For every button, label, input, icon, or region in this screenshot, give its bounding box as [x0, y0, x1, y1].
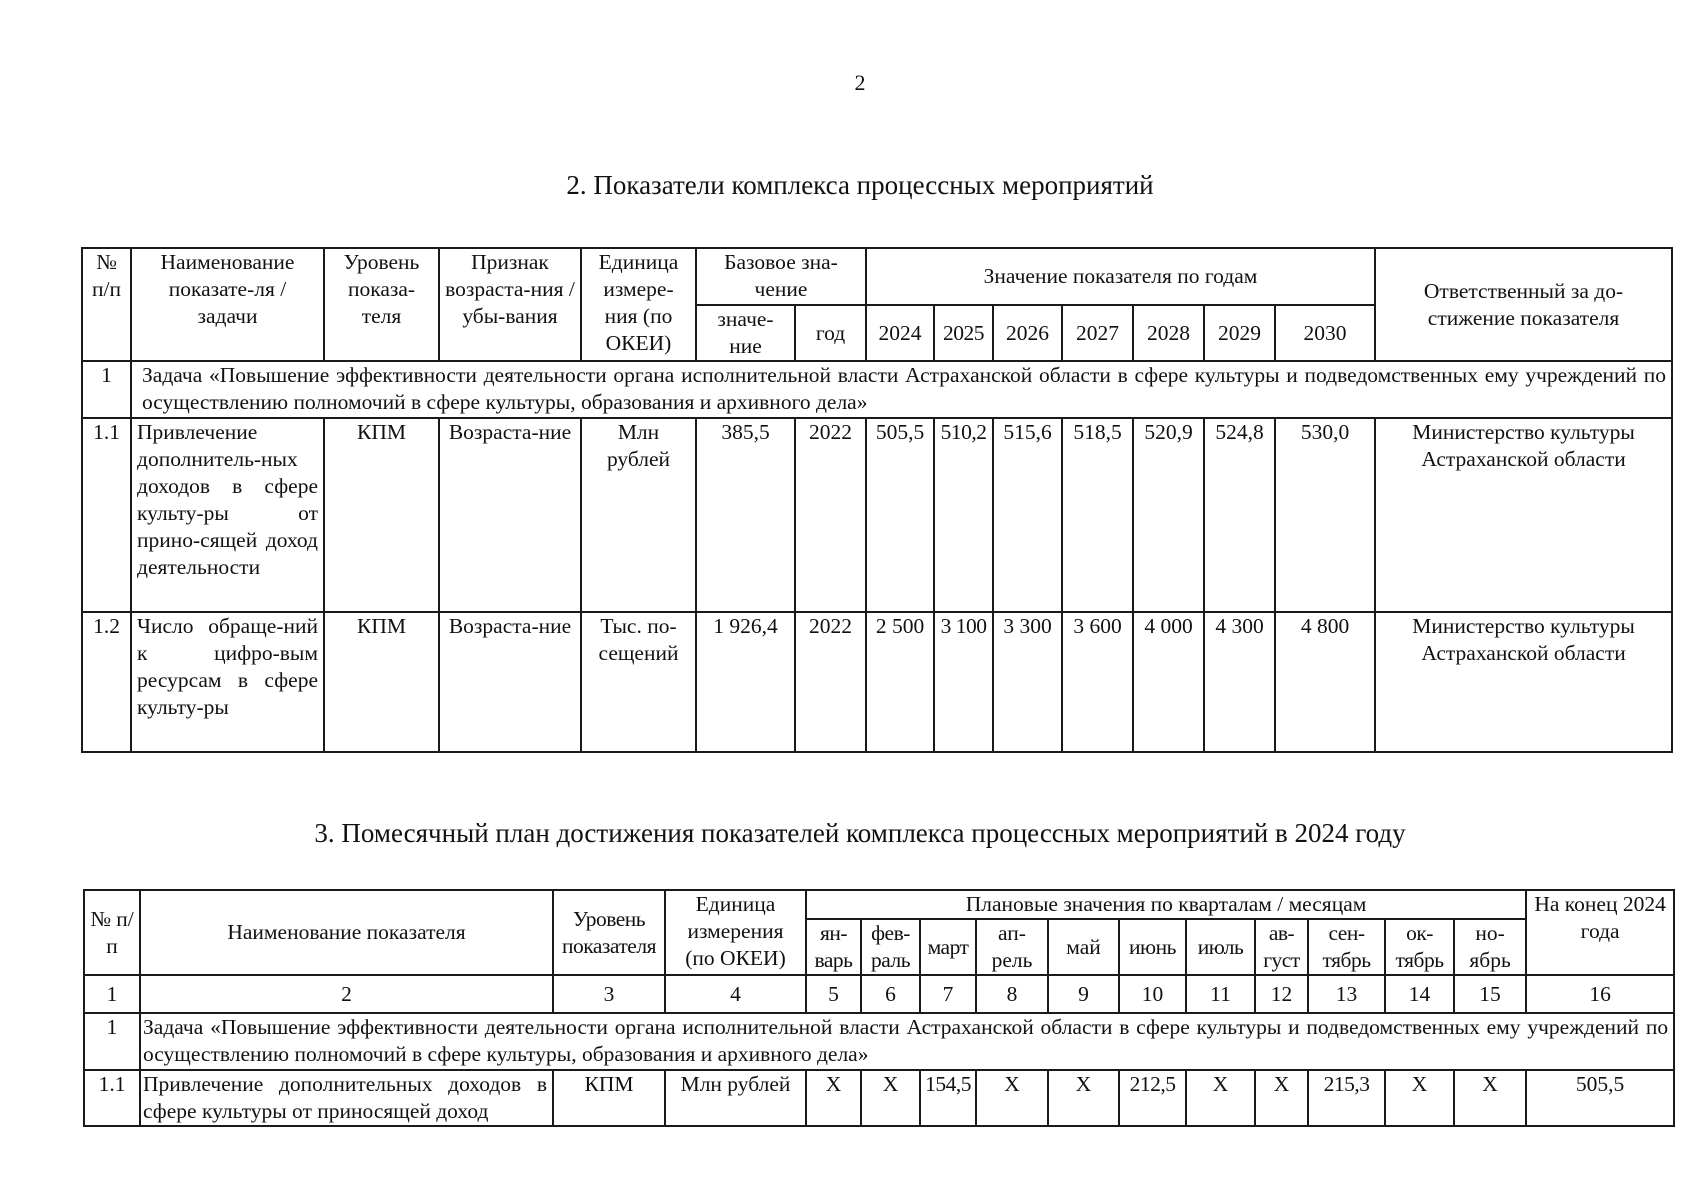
row-base-value: 385,5 — [696, 418, 795, 612]
column-number: 9 — [1048, 975, 1119, 1013]
column-number: 14 — [1385, 975, 1454, 1013]
row-responsible: Министерство культуры Астраханской области — [1375, 418, 1672, 612]
row-name: Число обраще-ний к цифро-вым ресурсам в сфере культу-ры — [131, 612, 324, 752]
row-value: 518,5 — [1062, 418, 1133, 612]
column-number: 12 — [1255, 975, 1308, 1013]
header-base-value: значе-ние — [696, 305, 795, 361]
header-month: сен-тябрь — [1308, 919, 1385, 975]
header-year: 2028 — [1133, 305, 1204, 361]
header-responsible: Ответственный за до-стижение показателя — [1375, 248, 1672, 361]
header-month: но-ябрь — [1454, 919, 1526, 975]
column-number: 3 — [553, 975, 665, 1013]
header-trend: Признак возраста-ния / убы-вания — [439, 248, 581, 361]
header-year: 2026 — [993, 305, 1062, 361]
row-value: 3 600 — [1062, 612, 1133, 752]
row-value: 524,8 — [1204, 418, 1275, 612]
column-number: 8 — [976, 975, 1048, 1013]
column-number: 13 — [1308, 975, 1385, 1013]
row-level: КПМ — [553, 1070, 665, 1126]
header-level: Уровень показа-теля — [324, 248, 439, 361]
section-3-title: 3. Помесячный план достижения показателей комплекса процессных мероприятий в 2024 году — [314, 818, 1406, 848]
table-row — [82, 418, 1672, 612]
row-unit: Тыс. по-сещений — [581, 612, 696, 752]
indicators-table — [81, 247, 1673, 753]
column-number: 10 — [1119, 975, 1186, 1013]
row-responsible: Министерство культуры Астраханской области — [1375, 612, 1672, 752]
column-number: 4 — [665, 975, 806, 1013]
task-row — [82, 361, 1672, 418]
column-number: 1 — [84, 975, 140, 1013]
monthly-plan-table — [83, 889, 1675, 1127]
header-month: июнь — [1119, 919, 1186, 975]
row-value: 3 100 — [934, 612, 993, 752]
row-name: Привлечение дополнитель-ных доходов в сфере культу-ры от прино-сящей доход деятельности — [131, 418, 324, 612]
row-base-year: 2022 — [795, 418, 866, 612]
row-trend: Возраста-ние — [439, 418, 581, 612]
header-year: 2030 — [1275, 305, 1375, 361]
task-num: 1 — [84, 1013, 140, 1070]
column-number: 11 — [1186, 975, 1255, 1013]
header-unit: Единица измерения (по ОКЕИ) — [665, 890, 806, 975]
row-value: 2 500 — [866, 612, 934, 752]
end-value: 505,5 — [1526, 1070, 1674, 1126]
task-text: Задача «Повышение эффективности деятельности органа исполнительной власти Астраханской области в сфере культуры и подведомственных ему учреждений по осуществлению полномочий в сфере культуры, образования и архивного дела» — [140, 1013, 1674, 1070]
header-level: Уровень показателя — [553, 890, 665, 975]
header-year: 2029 — [1204, 305, 1275, 361]
column-number: 7 — [920, 975, 976, 1013]
row-value: 530,0 — [1275, 418, 1375, 612]
header-month: ок-тябрь — [1385, 919, 1454, 975]
row-base-year: 2022 — [795, 612, 866, 752]
header-num: № п/п — [82, 248, 131, 361]
header-plan: Плановые значения по кварталам / месяцам — [806, 890, 1526, 919]
header-by-years: Значение показателя по годам — [866, 248, 1375, 305]
header-year: 2027 — [1062, 305, 1133, 361]
header-month: май — [1048, 919, 1119, 975]
header-month: ян-варь — [806, 919, 861, 975]
section-2-title: 2. Показатели комплекса процессных мероприятий — [566, 170, 1154, 200]
row-value: 515,6 — [993, 418, 1062, 612]
header-num: № п/п — [84, 890, 140, 975]
row-num: 1.1 — [82, 418, 131, 612]
header-base: Базовое зна-чение — [696, 248, 866, 305]
task-row — [84, 1013, 1674, 1070]
header-year: 2024 — [866, 305, 934, 361]
table-row — [82, 612, 1672, 752]
row-value: 3 300 — [993, 612, 1062, 752]
row-unit: Млн рублей — [665, 1070, 806, 1126]
row-value: 510,2 — [934, 418, 993, 612]
table-row — [84, 1070, 1674, 1126]
row-num: 1.2 — [82, 612, 131, 752]
row-base-value: 1 926,4 — [696, 612, 795, 752]
month-value: X — [1454, 1070, 1526, 1126]
month-value: X — [976, 1070, 1048, 1126]
row-value: 4 000 — [1133, 612, 1204, 752]
header-name: Наименование показателя — [140, 890, 553, 975]
row-value: 4 800 — [1275, 612, 1375, 752]
row-name: Привлечение дополнительных доходов в сфере культуры от приносящей доход — [140, 1070, 553, 1126]
column-number: 5 — [806, 975, 861, 1013]
row-level: КПМ — [324, 612, 439, 752]
task-text: Задача «Повышение эффективности деятельности органа исполнительной власти Астраханской области в сфере культуры и подведомственных ему учреждений по осуществлению полномочий в сфере культуры, образования и архивного дела» — [131, 361, 1672, 418]
task-num: 1 — [82, 361, 131, 418]
row-num: 1.1 — [84, 1070, 140, 1126]
header-month: ап-рель — [976, 919, 1048, 975]
month-value: 154,5 — [920, 1070, 976, 1126]
month-value: 212,5 — [1119, 1070, 1186, 1126]
column-number: 6 — [861, 975, 920, 1013]
row-level: КПМ — [324, 418, 439, 612]
page-number: 2 — [854, 70, 866, 95]
row-unit: Млн рублей — [581, 418, 696, 612]
column-number: 16 — [1526, 975, 1674, 1013]
month-value: X — [1255, 1070, 1308, 1126]
header-month: ав-густ — [1255, 919, 1308, 975]
header-month: июль — [1186, 919, 1255, 975]
month-value: X — [1186, 1070, 1255, 1126]
column-number: 15 — [1454, 975, 1526, 1013]
header-month: март — [920, 919, 976, 975]
header-unit: Единица измере-ния (по ОКЕИ) — [581, 248, 696, 361]
month-value: X — [806, 1070, 861, 1126]
column-numbers-row — [84, 975, 1674, 1013]
month-value: X — [1048, 1070, 1119, 1126]
month-value: X — [861, 1070, 920, 1126]
header-name: Наименование показате-ля / задачи — [131, 248, 324, 361]
month-value: X — [1385, 1070, 1454, 1126]
row-value: 4 300 — [1204, 612, 1275, 752]
column-number: 2 — [140, 975, 553, 1013]
header-year: 2025 — [934, 305, 993, 361]
row-value: 505,5 — [866, 418, 934, 612]
month-value: 215,3 — [1308, 1070, 1385, 1126]
header-end: На конец 2024 года — [1526, 890, 1674, 975]
header-month: фев-раль — [861, 919, 920, 975]
row-trend: Возраста-ние — [439, 612, 581, 752]
header-base-year: год — [795, 305, 866, 361]
row-value: 520,9 — [1133, 418, 1204, 612]
